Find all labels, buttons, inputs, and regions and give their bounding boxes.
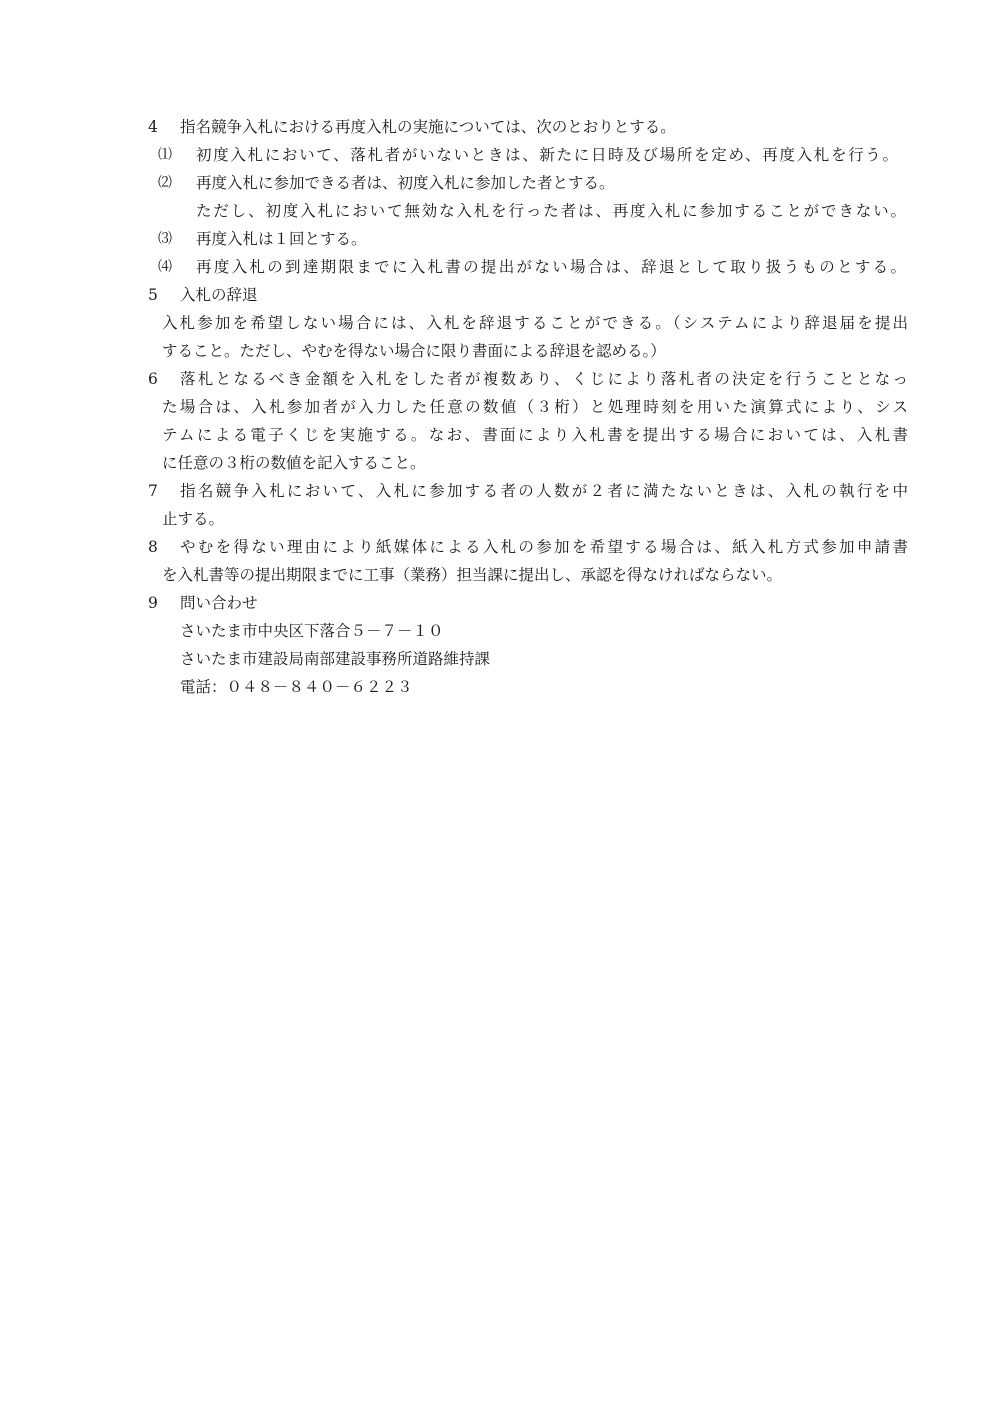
section-4-item-1-text: 初度入札において、落札者がいないときは、新たに日時及び場所を定め、再度入札を行う。 [196,146,898,164]
section-9-number: 9 [148,594,158,612]
section-8-number: 8 [148,538,158,556]
section-4-item-2-number: ⑵ [158,175,172,191]
section-4-item-4-text: 再度入札の到達期限までに入札書の提出がない場合は、辞退として取り扱うものとする。 [196,258,906,276]
section-7-number: 7 [148,482,158,500]
section-5-line-2: すること。ただし、やむを得ない場合に限り書面による辞退を認める。） [162,342,666,360]
section-6-line-1: 落札となるべき金額を入札をした者が複数あり、くじにより落札者の決定を行うこととなっ [180,370,908,388]
section-8-line-1: やむを得ない理由により紙媒体による入札の参加を希望する場合は、紙入札方式参加申請書 [180,538,908,556]
section-5-number: 5 [148,286,158,304]
section-5-heading: 入札の辞退 [180,286,258,304]
section-5-line-1: 入札参加を希望しない場合には、入札を辞退することができる。（システムにより辞退届を提出 [162,314,908,332]
section-8-line-2: を入札書等の提出期限までに工事（業務）担当課に提出し、承認を得なければならない。 [162,566,783,584]
section-4-item-3-text: 再度入札は１回とする。 [196,230,367,248]
section-4-item-4-number: ⑷ [158,259,172,275]
section-6-number: 6 [148,370,158,388]
contact-address: さいたま市中央区下落合５－７－１０ [180,622,444,640]
contact-phone: 電話：０４８－８４０－６２２３ [180,678,413,696]
section-4-heading: 指名競争入札における再度入札の実施については、次のとおりとする。 [180,118,676,136]
section-9-heading: 問い合わせ [180,594,258,612]
section-4-item-2-text: 再度入札に参加できる者は、初度入札に参加した者とする。 [196,174,615,192]
section-4-item-1-number: ⑴ [158,147,172,163]
section-4-item-2-continuation: ただし、初度入札において無効な入札を行った者は、再度入札に参加することができない。 [196,202,906,220]
section-6-line-2: た場合は、入札参加者が入力した任意の数値（３桁）と処理時刻を用いた演算式により、シス [162,398,908,416]
section-4-number: 4 [148,118,158,136]
section-7-line-2: 止する。 [162,510,225,528]
section-6-line-3: テムによる電子くじを実施する。なお、書面により入札書を提出する場合においては、入札書 [162,426,908,444]
section-7-line-1: 指名競争入札において、入札に参加する者の人数が２者に満たないときは、入札の執行を中 [180,482,908,500]
contact-office: さいたま市建設局南部建設事務所道路維持課 [180,650,491,668]
section-6-line-4: に任意の３桁の数値を記入すること。 [162,454,426,472]
section-4-item-3-number: ⑶ [158,231,172,247]
